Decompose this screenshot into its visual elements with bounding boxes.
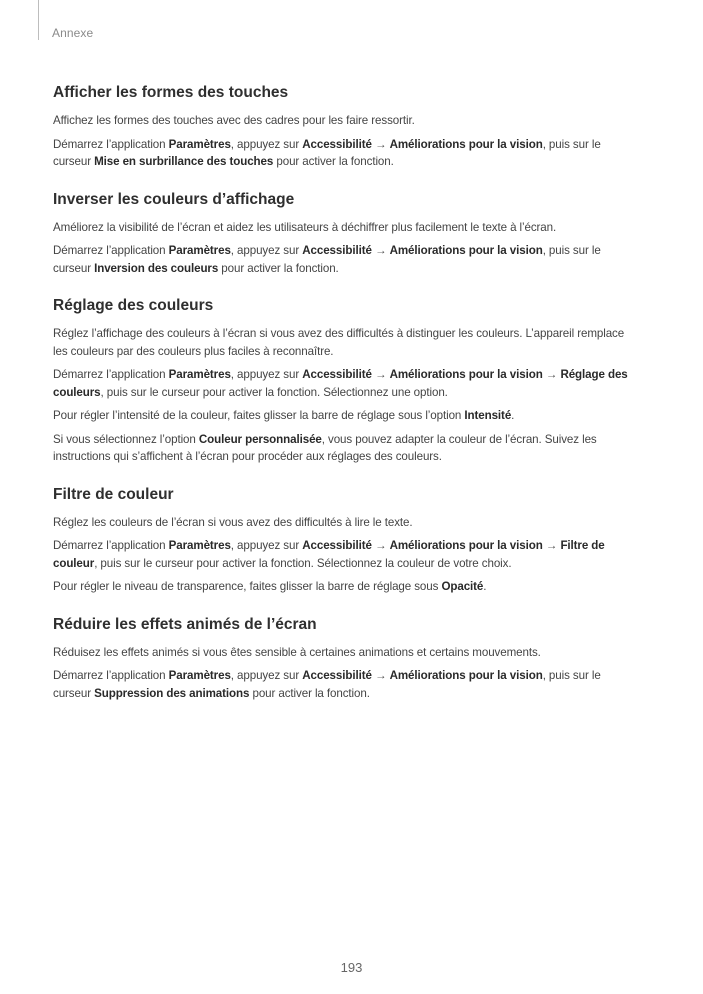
text-run: → <box>371 244 390 257</box>
section-title: Réduire les effets animés de l’écran <box>53 615 317 633</box>
text-run: , puis sur le curseur pour activer la fonction. Sélectionnez une option. <box>100 385 448 399</box>
ui-term: Accessibilité <box>302 669 372 682</box>
text-run: → <box>542 368 561 381</box>
ui-term: Améliorations pour la vision <box>389 244 543 257</box>
text-run: Démarrez l’application <box>53 244 169 257</box>
text-run: → <box>542 539 561 552</box>
ui-term: Accessibilité <box>302 539 372 552</box>
text-run: Améliorez la visibilité de l’écran et aidez les utilisateurs à déchiffrer plus facilement le texte à l’écran. <box>53 220 557 234</box>
ui-term: Accessibilité <box>302 244 372 257</box>
text-run: Réglez l’affichage des couleurs à l’écran si vous avez des difficultés à distinguer les couleurs. L’appareil remplace les couleurs par des couleurs plus faciles à reconnaître. <box>53 327 625 358</box>
ui-term: Améliorations pour la vision <box>389 368 543 381</box>
text-run: Réduisez les effets animés si vous êtes sensible à certaines animations et certains mouvements. <box>53 645 541 659</box>
text-run: Démarrez l’application <box>53 137 169 151</box>
paragraph <box>53 407 638 425</box>
text-run: , appuyez sur <box>230 539 303 552</box>
text-run: Démarrez l’application <box>53 539 169 552</box>
paragraph <box>53 514 638 532</box>
ui-term: Inversion des couleurs <box>94 261 219 275</box>
section-title: Inverser les couleurs d’affichage <box>53 190 295 208</box>
section-5 <box>53 614 638 703</box>
text-run: , appuyez sur <box>230 669 303 682</box>
text-run: . <box>511 409 515 422</box>
paragraph <box>53 431 638 466</box>
text-run: Pour régler l’intensité de la couleur, faites glisser la barre de réglage sous l’option <box>53 409 465 422</box>
ui-term: Paramètres <box>168 669 231 682</box>
ui-term: Couleur personnalisée <box>198 432 322 446</box>
ui-term: Mise en surbrillance des touches <box>94 155 274 168</box>
ui-term: Suppression des animations <box>94 686 250 700</box>
text-run: , puis sur le curseur <box>53 669 601 700</box>
paragraph <box>53 578 638 596</box>
ui-term: Améliorations pour la vision <box>389 137 543 151</box>
section-3 <box>53 295 638 466</box>
ui-term: Paramètres <box>168 244 231 257</box>
text-run: , appuyez sur <box>230 244 303 257</box>
ui-term: Paramètres <box>168 539 231 552</box>
text-run: , puis sur le curseur pour activer la fonction. Sélectionnez la couleur de votre choix. <box>94 556 512 570</box>
ui-term: Paramètres <box>168 368 231 381</box>
page-number: 193 <box>340 960 363 975</box>
section-1 <box>53 82 638 171</box>
ui-term: Améliorations pour la vision <box>389 539 543 552</box>
text-run: . <box>483 580 487 593</box>
text-run: Démarrez l’application <box>53 368 169 381</box>
text-run: Réglez les couleurs de l’écran si vous avez des difficultés à lire le texte. <box>53 515 413 529</box>
text-run: pour activer la fonction. <box>249 686 370 700</box>
paragraph <box>53 219 638 237</box>
ui-term: Intensité <box>464 409 512 422</box>
text-run: , puis sur le curseur <box>53 137 601 168</box>
section-title: Réglage des couleurs <box>53 297 214 314</box>
section-title: Filtre de couleur <box>53 485 174 503</box>
chapter-label: Annexe <box>52 26 94 40</box>
section-title: Afficher les formes des touches <box>53 84 289 101</box>
text-run: , appuyez sur <box>230 368 303 381</box>
paragraph <box>53 644 638 662</box>
ui-term: Réglage des couleurs <box>53 368 628 399</box>
section-2 <box>53 189 638 278</box>
text-run: , vous pouvez adapter la couleur de l’écran. Suivez les instructions qui s’affichent à l’écran pour procéder aux réglages des couleurs. <box>53 432 597 463</box>
paragraph <box>53 325 638 360</box>
text-run: → <box>371 539 390 552</box>
ui-term: Opacité <box>441 580 484 593</box>
page-content <box>53 82 638 720</box>
paragraph <box>53 242 638 277</box>
header-divider <box>38 0 39 40</box>
ui-term: Améliorations pour la vision <box>389 669 543 682</box>
text-run: , puis sur le curseur <box>53 244 601 275</box>
text-run: Affichez les formes des touches avec des cadres pour les faire ressortir. <box>53 114 415 127</box>
ui-term: Paramètres <box>168 137 231 151</box>
paragraph <box>53 136 638 171</box>
text-run: pour activer la fonction. <box>273 155 394 168</box>
text-run: Si vous sélectionnez l’option <box>53 432 199 446</box>
text-run: → <box>371 137 390 151</box>
ui-term: Filtre de couleur <box>53 539 605 570</box>
paragraph <box>53 537 638 572</box>
paragraph <box>53 366 638 401</box>
paragraph <box>53 112 638 130</box>
text-run: → <box>371 669 390 682</box>
text-run: Démarrez l’application <box>53 669 169 682</box>
ui-term: Accessibilité <box>302 137 372 151</box>
text-run: Pour régler le niveau de transparence, faites glisser la barre de réglage sous <box>53 580 442 593</box>
text-run: pour activer la fonction. <box>218 261 339 275</box>
ui-term: Accessibilité <box>302 368 372 381</box>
text-run: , appuyez sur <box>230 137 303 151</box>
paragraph <box>53 667 638 702</box>
text-run: → <box>371 368 390 381</box>
section-4 <box>53 484 638 596</box>
